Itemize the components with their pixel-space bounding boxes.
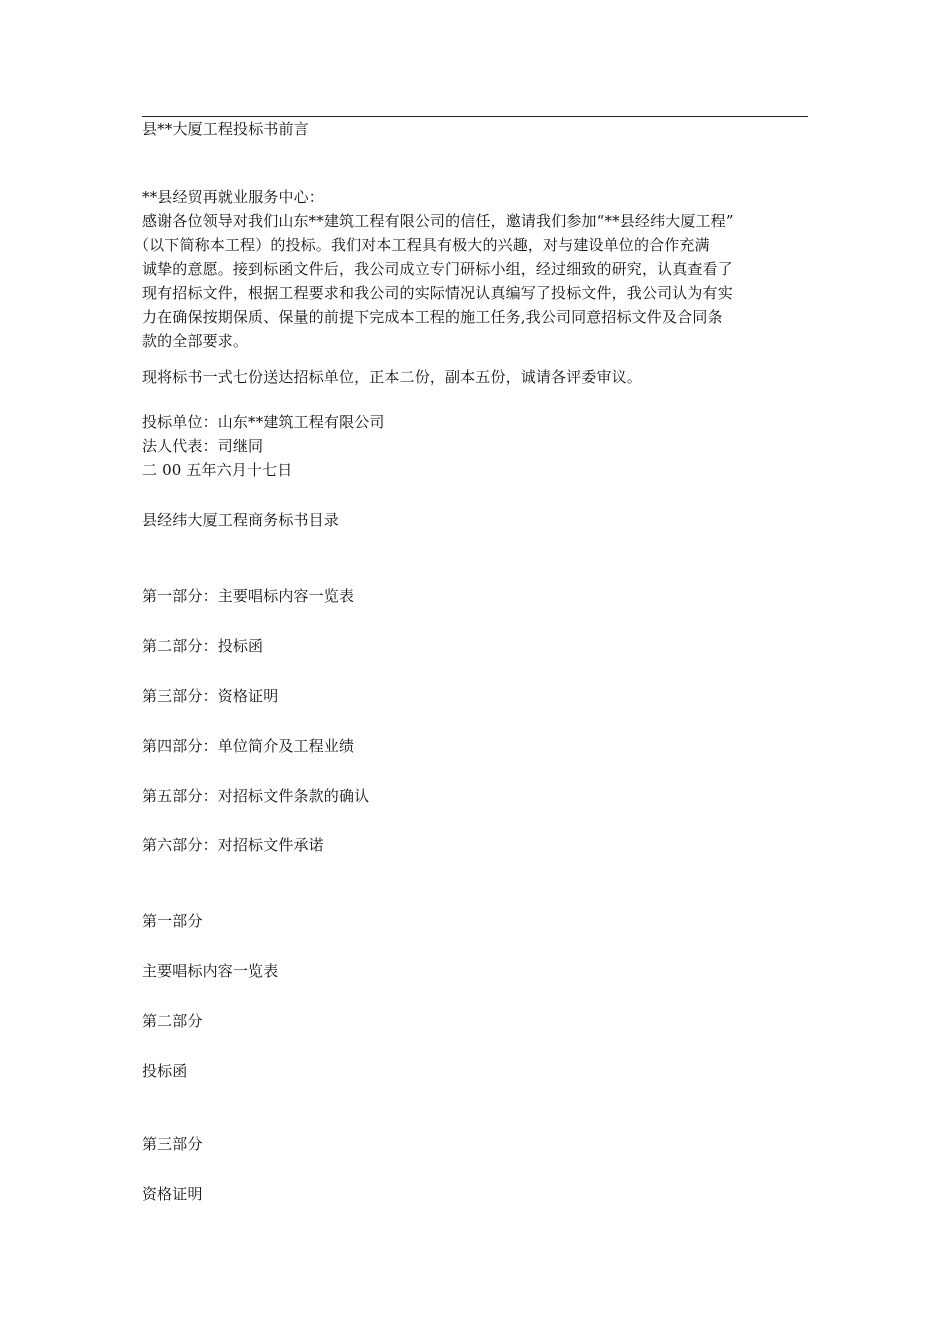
toc-item: 第五部分：对招标文件条款的确认 (142, 787, 370, 805)
section-name: 资格证明 (142, 1185, 203, 1203)
toc-item: 第四部分：单位简介及工程业绩 (142, 737, 355, 755)
toc-item: 第一部分：主要唱标内容一览表 (142, 587, 355, 605)
toc-item: 第六部分：对招标文件承诺 (142, 836, 324, 854)
bidder-line: 投标单位：山东**建筑工程有限公司 (142, 413, 385, 431)
letter-body-line: 力在确保按期保质、保量的前提下完成本工程的施工任务,我公司同意招标文件及合同条 (142, 308, 723, 326)
section-name: 投标函 (142, 1062, 188, 1080)
letter-body-line: 款的全部要求。 (142, 332, 249, 350)
representative-line: 法人代表：司继同 (142, 437, 264, 455)
section-name: 主要唱标内容一览表 (142, 962, 279, 980)
letter-body-line: 感谢各位领导对我们山东**建筑工程有限公司的信任，邀请我们参加“**县经纬大厦工程” (142, 212, 734, 230)
toc-item: 第二部分：投标函 (142, 637, 264, 655)
toc-item: 第三部分：资格证明 (142, 687, 279, 705)
toc-title: 县经纬大厦工程商务标书目录 (142, 511, 339, 529)
date-line: 二 00 五年六月十七日 (142, 461, 293, 479)
letter-body-line: 现有招标文件，根据工程要求和我公司的实际情况认真编写了投标文件，我公司认为有实 (142, 284, 733, 302)
page-title: 县**大厦工程投标书前言 (142, 120, 309, 138)
letter-body (134, 209, 808, 353)
letter-body-line: （以下简称本工程）的投标。我们对本工程具有极大的兴趣，对与建设单位的合作充满 (134, 236, 710, 254)
section-part-heading: 第二部分 (142, 1012, 203, 1030)
closing-line: 现将标书一式七份送达招标单位，正本二份，副本五份，诚请各评委审议。 (142, 368, 642, 386)
section-part-heading: 第三部分 (142, 1135, 203, 1153)
section-part-heading: 第一部分 (142, 912, 203, 930)
addressee: **县经贸再就业服务中心： (142, 188, 324, 206)
letter-body-line: 诚挚的意愿。接到标函文件后，我公司成立专门研标小组，经过细致的研究，认真查看了 (142, 260, 733, 278)
